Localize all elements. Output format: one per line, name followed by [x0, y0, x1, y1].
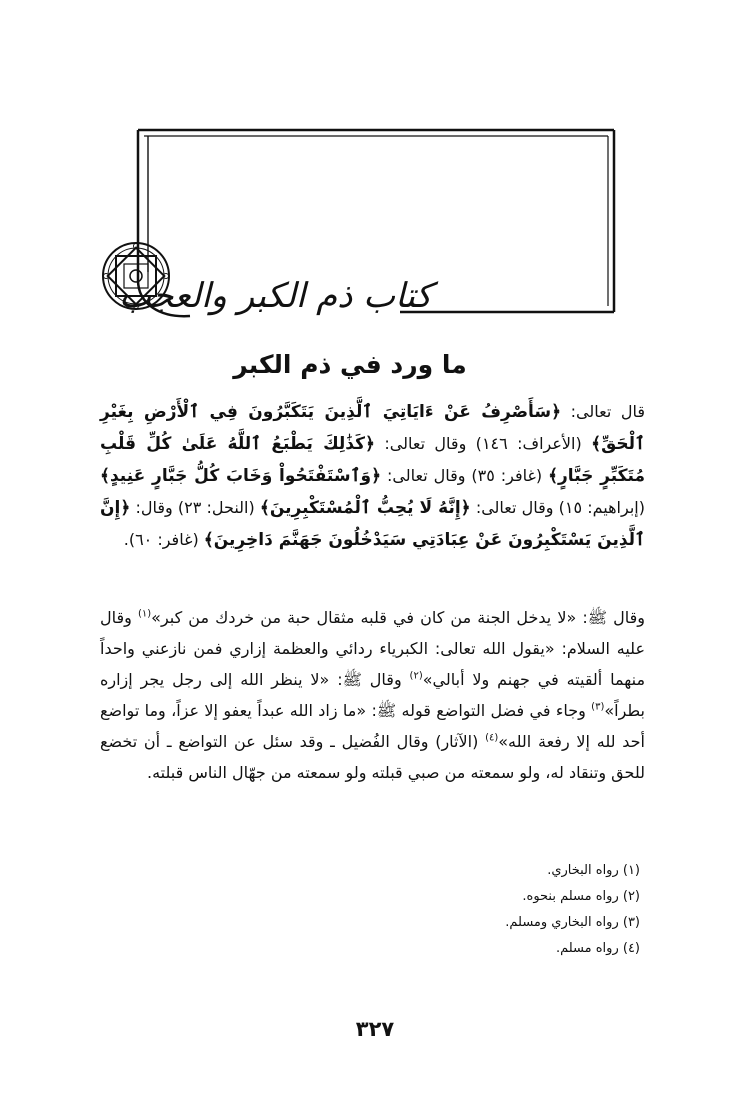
text-run: (الأعراف: ١٤٦) وقال تعالى: — [374, 434, 592, 453]
chapter-title: كتاب ذم الكبر والعجب — [119, 276, 432, 316]
quran-verse: ﴿إِنَّهُ لَا يُحِبُّ ٱلْمُسْتَكْبِرِينَ﴾ — [259, 498, 471, 518]
hadith-paragraph — [100, 602, 645, 846]
footnote-ref[interactable]: (٣) — [591, 701, 605, 713]
footnote-item: (١) رواه البخاري. — [547, 863, 640, 878]
footnote-item: (٤) رواه مسلم. — [555, 941, 640, 956]
footnote-ref[interactable]: (٢) — [409, 670, 423, 682]
page-number: ٣٢٧ — [355, 1017, 395, 1041]
quran-verse: ﴿وَٱسْتَفْتَحُواْ وَخَابَ كُلُّ جَبَّارٍ عَنِيدٍ﴾ — [100, 466, 382, 486]
quran-verse: ﴿إِنَّ ٱلَّذِينَ يَسْتَكْبِرُونَ عَنْ عِبَادَتِي سَيَدْخُلُونَ جَهَنَّمَ دَاخِرِينَ﴾ — [100, 498, 645, 550]
quran-verse: ﴿كَذَٰلِكَ يَطْبَعُ ٱللَّهُ عَلَىٰ كُلِّ قَلْبِ مُتَكَبِّرٍ جَبَّارٍ﴾ — [100, 434, 646, 486]
text-run: قال تعالى: — [561, 402, 646, 421]
text-run: وقال ﷺ: «لا يدخل الجنة من كان في قلبه مثقال حبة من خردك من كبر» — [151, 608, 645, 627]
footnote-ref[interactable]: (١) — [137, 608, 152, 620]
text-run: وجاء في فضل التواضع قوله ﷺ: «ما زاد الله عبداً يعفو إلا عزاً، وما تواضع أحد لله إلا رفعة الله» — [100, 701, 645, 751]
footnote-ref[interactable]: (٤) — [485, 732, 499, 744]
text-run: (النحل: ٢٣) وقال: — [130, 498, 260, 517]
quran-verses-paragraph — [100, 396, 645, 596]
text-run: وقال ﷺ: «لا ينظر الله إلى رجل يجر إزاره بطراً» — [100, 670, 645, 720]
section-heading: ما ورد في ذم الكبر — [233, 350, 467, 379]
text-run: (إبراهيم: ١٥) وقال تعالى: — [470, 498, 645, 517]
text-run: وقال عليه السلام: «يقول الله تعالى: الكبرياء ردائي والعظمة إزاري فمن نازعني واحداً منهما ألقيته في جهنم ولا أبالي» — [100, 608, 646, 689]
footnote-item: (٣) رواه البخاري ومسلم. — [505, 915, 640, 930]
footnote-item: (٢) رواه مسلم بنحوه. — [522, 889, 640, 904]
text-run: (غافر: ٦٠). — [123, 530, 204, 549]
quran-verse: ﴿سَأَصْرِفُ عَنْ ءَايَاتِيَ ٱلَّذِينَ يَتَكَبَّرُونَ فِي ٱلْأَرْضِ بِغَيْرِ ٱلْحَقِّ﴾ — [100, 402, 646, 454]
footnotes — [380, 858, 640, 962]
text-run: (غافر: ٣٥) وقال تعالى: — [381, 466, 549, 485]
text-run: (الآثار) وقال الفُضيل ـ وقد سئل عن التواضع ـ أن تخضع للحق وتنقاد له، ولو سمعته من صبي قبلته ولو سمعته من جهّال الناس قبلته. — [100, 732, 645, 782]
